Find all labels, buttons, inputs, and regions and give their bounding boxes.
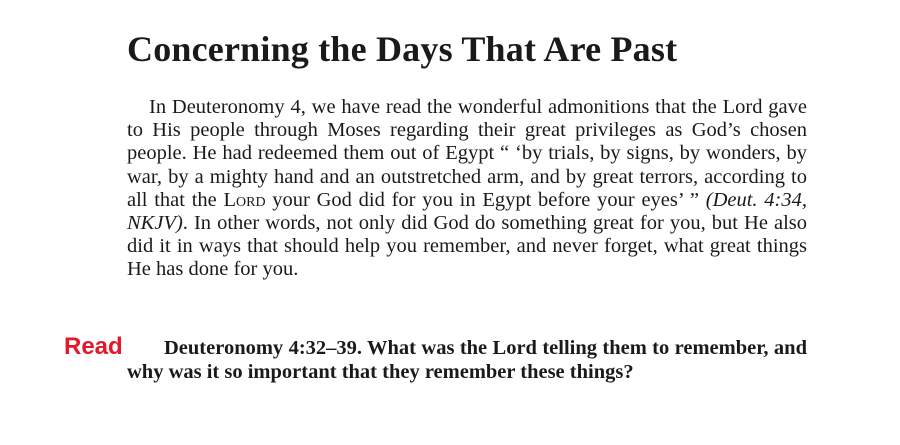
section-title: Concerning the Days That Are Past xyxy=(127,29,678,69)
paragraph-text-part1: In Deuteronomy 4, we have read the wonderful admonitions that the Lord gave to His people through Moses regarding their great privileges as God’s chosen people. He had redeemed them out of Egypt “ ‘by trials, by signs, by wonders, by war, by a mighty hand and an outstretched arm, and by great terrors, according to all that the xyxy=(127,96,807,211)
read-question: Deuteronomy 4:32–39. What was the Lord telling them to remember, and why was it so important that they remember these things? xyxy=(127,337,807,383)
read-label: Read xyxy=(64,333,123,360)
scripture-citation: (Deut. 4:34, NKJV) xyxy=(127,188,807,235)
paragraph-text-part3: . In other words, not only did God do something great for you, but He also did it in ways that should help you remember, and never forget, what great things He has done for you. xyxy=(127,212,807,281)
lord-small-caps: Lord xyxy=(223,188,266,211)
paragraph-text-part2: your God did for you in Egypt before your eyes’ ” xyxy=(265,188,706,211)
body-paragraph xyxy=(127,96,807,282)
